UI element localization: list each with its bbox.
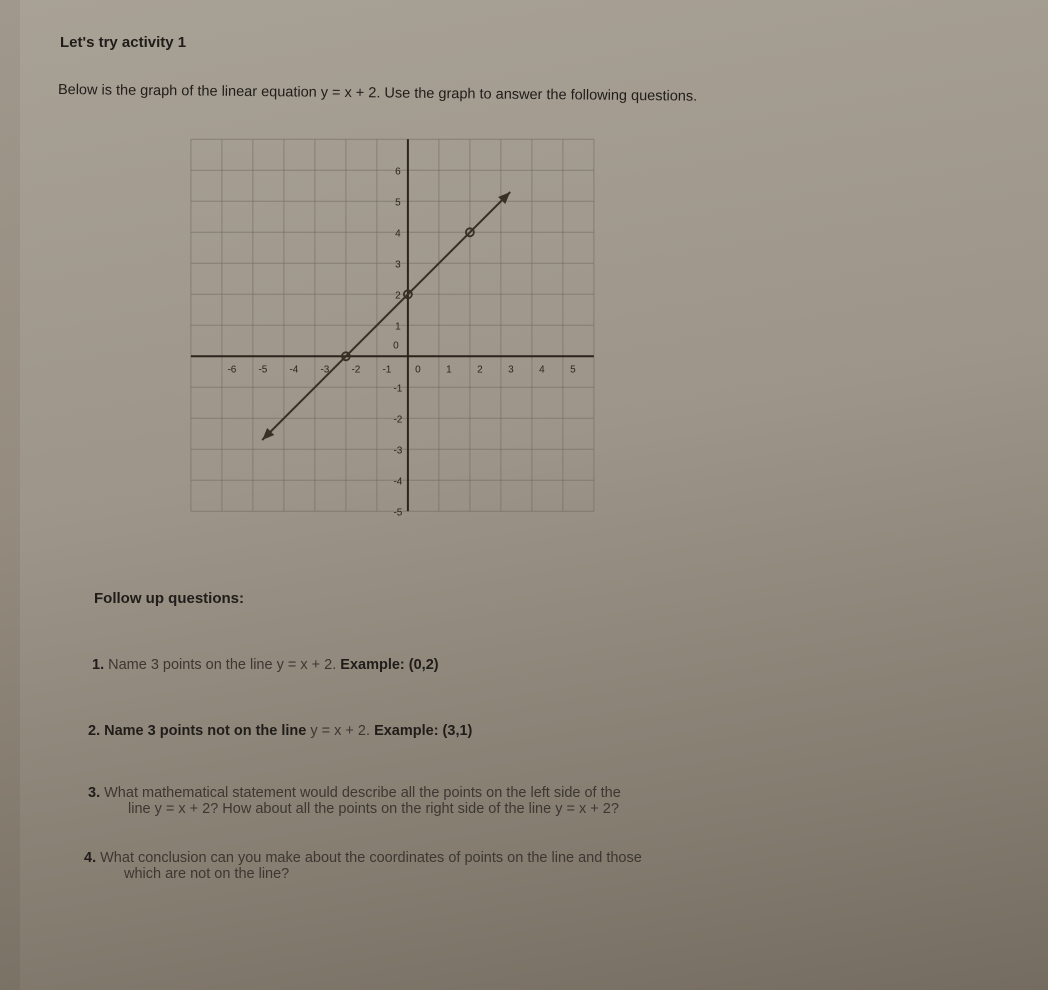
y-tick-label: 0 [393,340,399,352]
x-tick-label: -5 [258,364,268,376]
y-tick-label: 2 [395,290,401,302]
question-3-line2: line y = x + 2? How about all the points on the right side of the line y = x + 2? [128,801,619,817]
x-tick-label: 1 [446,364,452,376]
y-tick-labels [393,166,403,518]
question-4 [84,850,984,882]
question-2-equation: y = x + 2. [310,723,371,739]
question-4-line1: What conclusion can you make about the coordinates of points on the line and those [100,850,642,866]
y-tick-label: 6 [395,166,401,178]
y-tick-label: -5 [393,507,403,519]
intro-text: Below is the graph of the linear equation y = x + 2. Use the graph to answer the following questions. [57,82,698,105]
question-2-number: 2. [88,723,101,739]
y-tick-label: -3 [393,445,403,457]
plotted-line [262,192,510,440]
y-tick-label: 1 [395,321,401,333]
y-tick-label: -4 [393,476,403,488]
y-tick-label: 4 [395,228,401,240]
x-tick-label: 4 [539,364,545,376]
question-1-equation: y = x + 2. [276,657,337,673]
coordinate-graph [194,130,614,519]
question-4-number: 4. [84,850,97,866]
question-3-number: 3. [88,785,101,801]
graph-grid [191,139,594,511]
y-tick-label: -1 [393,383,403,395]
followup-heading: Follow up questions: [94,590,244,607]
question-1-number: 1. [92,657,105,673]
x-tick-label: -3 [320,364,330,376]
y-tick-label: -2 [393,414,403,426]
y-tick-label: 5 [395,197,401,209]
question-2 [88,723,472,739]
question-1 [92,657,439,673]
x-tick-label: -2 [351,364,361,376]
question-3-line1: What mathematical statement would describe all the points on the left side of the [104,785,621,801]
x-tick-label: 3 [508,364,514,376]
x-tick-label: 2 [477,364,483,376]
x-tick-label: -4 [289,364,299,376]
question-3 [88,785,968,817]
x-tick-label: -6 [227,364,237,376]
question-2-text: Name 3 points not on the line [104,723,307,739]
question-2-example: Example: (3,1) [374,723,473,739]
x-tick-label: 0 [415,364,421,376]
worksheet-page [20,0,1048,990]
question-1-example: Example: (0,2) [340,657,439,673]
y-tick-label: 3 [395,259,401,271]
x-tick-labels [227,364,576,375]
activity-title: Let's try activity 1 [60,34,187,51]
graph-container [194,130,614,519]
question-1-text: Name 3 points on the line [108,657,273,673]
x-tick-label: -1 [382,364,392,376]
question-4-line2: which are not on the line? [124,866,290,882]
x-tick-label: 5 [570,364,576,376]
